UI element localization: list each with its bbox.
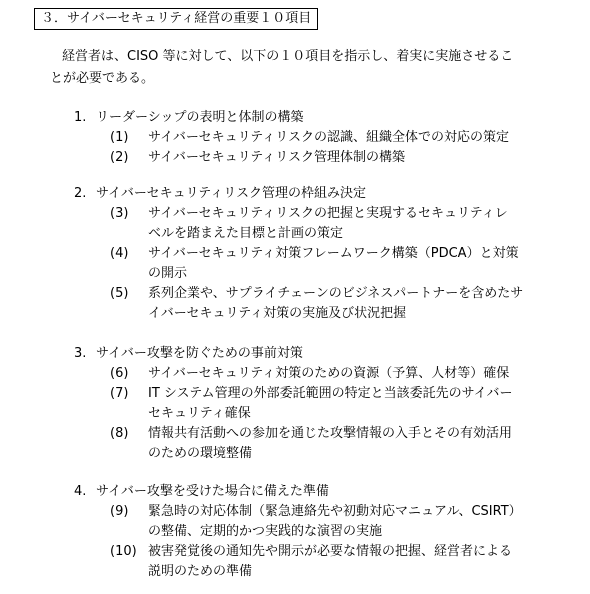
item-text: サイバーセキュリティリスクの認識、組織全体での対応の策定 <box>148 130 510 145</box>
item-text: IT システム管理の外部委託範囲の特定と当該委託先のサイバー <box>148 386 513 401</box>
section-3 <box>74 344 570 464</box>
list-item <box>110 284 570 324</box>
section-number: 4. <box>74 484 87 499</box>
section-heading <box>74 482 570 502</box>
section-heading <box>74 344 570 364</box>
item-number: (3) <box>110 206 129 221</box>
section-number: 2. <box>74 186 87 201</box>
list-item <box>110 148 570 168</box>
item-text: セキュリティ確保 <box>148 406 251 421</box>
item-number: (2) <box>110 150 129 165</box>
item-number: (9) <box>110 504 129 519</box>
item-text: サイバーセキュリティリスク管理体制の構築 <box>148 150 406 165</box>
item-text: 緊急時の対応体制（緊急連絡先や初動対応マニュアル、CSIRT） <box>148 504 522 519</box>
list-item <box>110 204 570 244</box>
item-text: 系列企業や、サプライチェーンのビジネスパートナーを含めたサ <box>148 286 524 301</box>
item-number: (7) <box>110 386 129 401</box>
section-title: リーダーシップの表明と体制の構築 <box>96 110 304 125</box>
list-item <box>110 542 570 582</box>
section-title: サイバー攻撃を受けた場合に備えた準備 <box>96 484 329 499</box>
list-item <box>110 244 570 284</box>
item-number: (5) <box>110 286 129 301</box>
item-number: (1) <box>110 130 129 145</box>
list-item <box>110 502 570 542</box>
section-heading <box>74 184 570 204</box>
section-1 <box>74 108 570 168</box>
section-heading <box>74 108 570 128</box>
item-text: ベルを踏まえた目標と計画の策定 <box>148 226 344 241</box>
section-4 <box>74 482 570 582</box>
item-text: の開示 <box>148 266 188 281</box>
section-title: サイバーセキュリティリスク管理の枠組み決定 <box>96 186 367 201</box>
document-title: ３．サイバーセキュリティ経営の重要１０項目 <box>34 8 318 30</box>
item-number: (4) <box>110 246 129 261</box>
item-number: (8) <box>110 426 129 441</box>
section-title: サイバー攻撃を防ぐための事前対策 <box>96 346 303 361</box>
item-text: サイバーセキュリティ対策フレームワーク構築（PDCA）と対策 <box>148 246 519 261</box>
intro-line: とが必要である。 <box>50 71 155 86</box>
section-number: 1. <box>74 110 87 125</box>
item-text: 被害発覚後の通知先や開示が必要な情報の把握、経営者による <box>148 544 513 559</box>
item-number: (6) <box>110 366 129 381</box>
item-text: イバーセキュリティ対策の実施及び状況把握 <box>148 306 407 321</box>
list-item <box>110 384 570 424</box>
item-text: 説明のための準備 <box>148 564 253 579</box>
list-item <box>110 424 570 464</box>
intro-line: 経営者は、CISO 等に対して、以下の１０項目を指示し、着実に実施させるこ <box>62 49 514 64</box>
item-text: サイバーセキュリティリスクの把握と実現するセキュリティレ <box>148 206 508 221</box>
list-item <box>110 128 570 148</box>
item-text: の整備、定期的かつ実践的な演習の実施 <box>148 524 383 539</box>
item-text: 情報共有活動への参加を通じた攻撃情報の入手とその有効活用 <box>148 426 513 441</box>
item-text: のための環境整備 <box>148 446 253 461</box>
section-2 <box>74 184 570 324</box>
list-item <box>110 364 570 384</box>
item-number: (10) <box>110 544 137 559</box>
intro-paragraph <box>50 46 570 90</box>
section-number: 3. <box>74 346 87 361</box>
item-text: サイバーセキュリティ対策のための資源（予算、人材等）確保 <box>148 366 510 381</box>
